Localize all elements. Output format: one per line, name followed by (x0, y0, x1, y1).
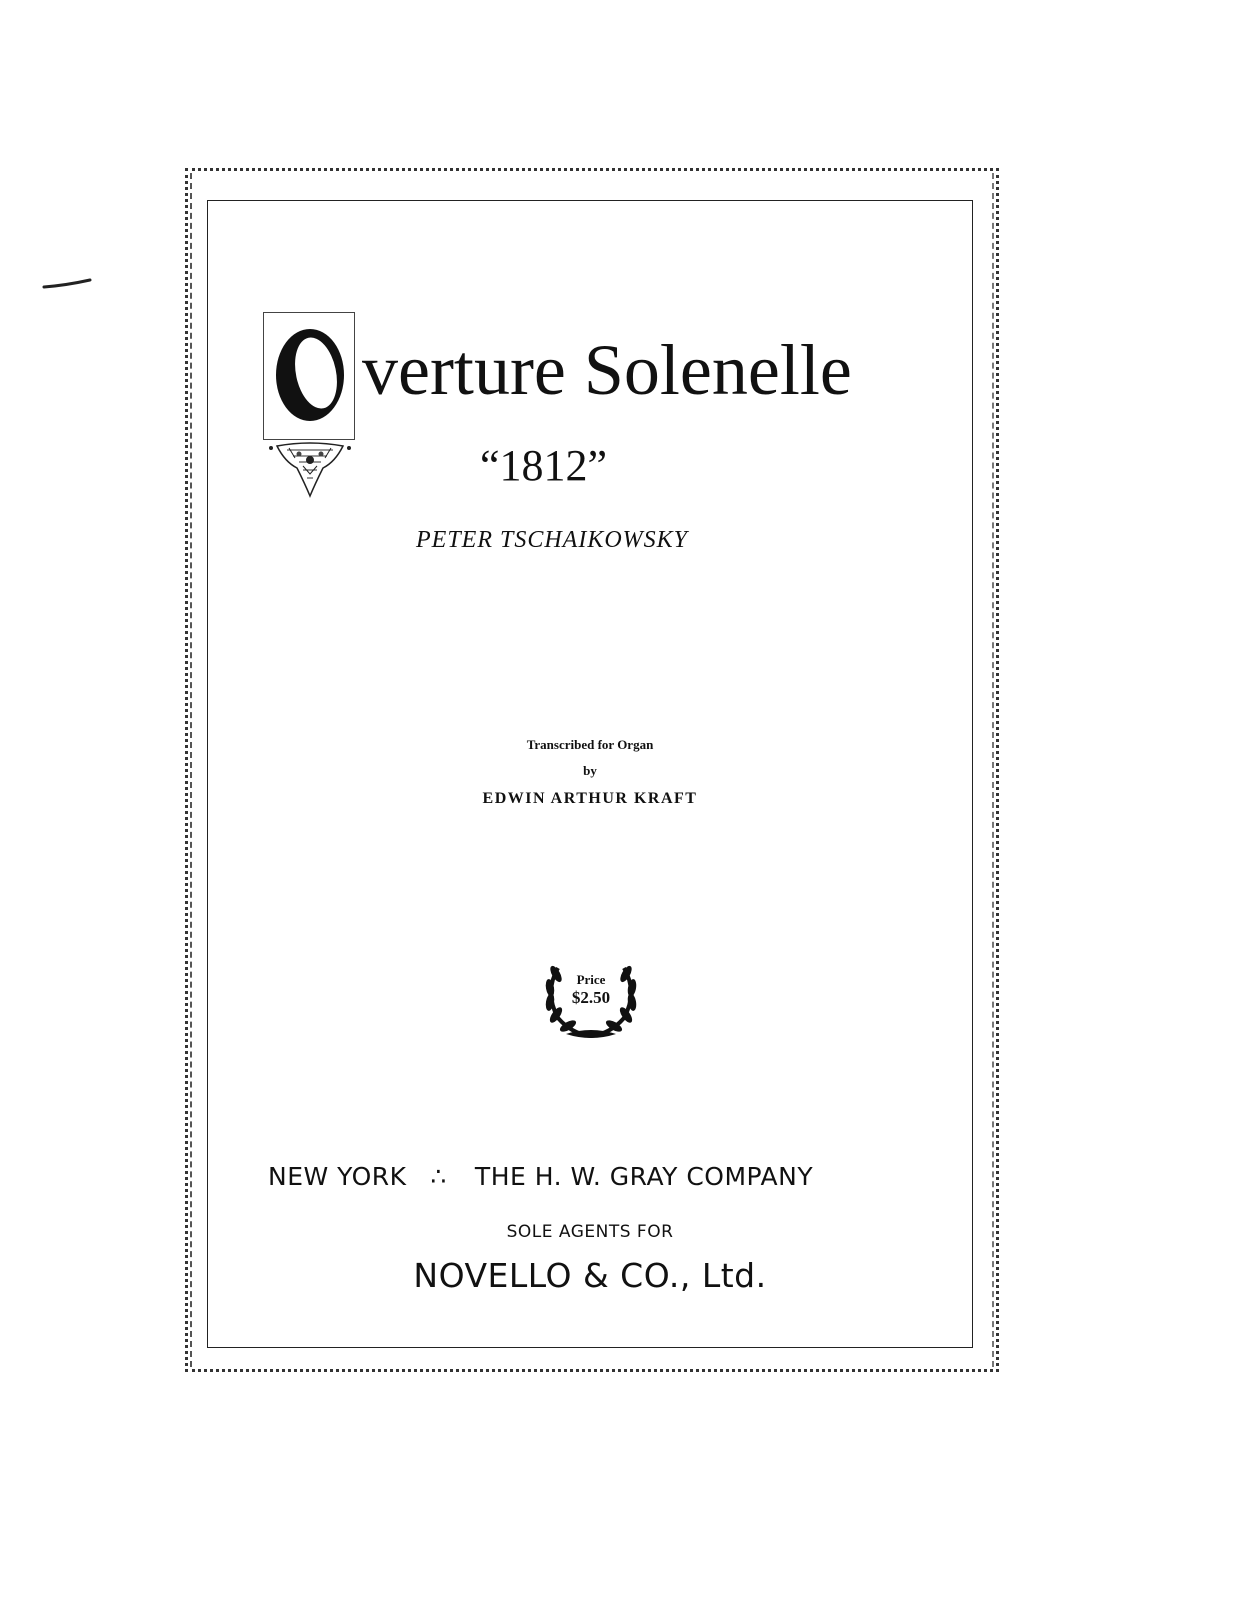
publisher-line (268, 1160, 918, 1194)
agent-company-name: NOVELLO & CO., Ltd. (413, 1256, 767, 1295)
composer-name: PETER TSCHAIKOWSKY (416, 527, 689, 553)
price-value: $2.50 (571, 988, 611, 1007)
price-badge (536, 948, 646, 1044)
price-label: Price (576, 972, 606, 987)
floral-ornament-icon (265, 440, 355, 500)
decorated-initial-o (263, 312, 355, 440)
transcription-note: Transcribed for Organ (526, 737, 654, 752)
title-text: verture Solenelle (362, 330, 852, 410)
arranger-name: EDWIN ARTHUR KRAFT (482, 790, 698, 807)
by-label: by (583, 763, 597, 778)
separator-glyph: ∴ (430, 1162, 447, 1191)
publisher-name: THE H. W. GRAY COMPANY (474, 1162, 814, 1191)
sole-agents-label: SOLE AGENTS FOR (506, 1222, 674, 1242)
subtitle-year: “1812” (480, 441, 608, 490)
stray-ink-mark (42, 278, 92, 290)
city-name: NEW YORK (268, 1162, 407, 1191)
